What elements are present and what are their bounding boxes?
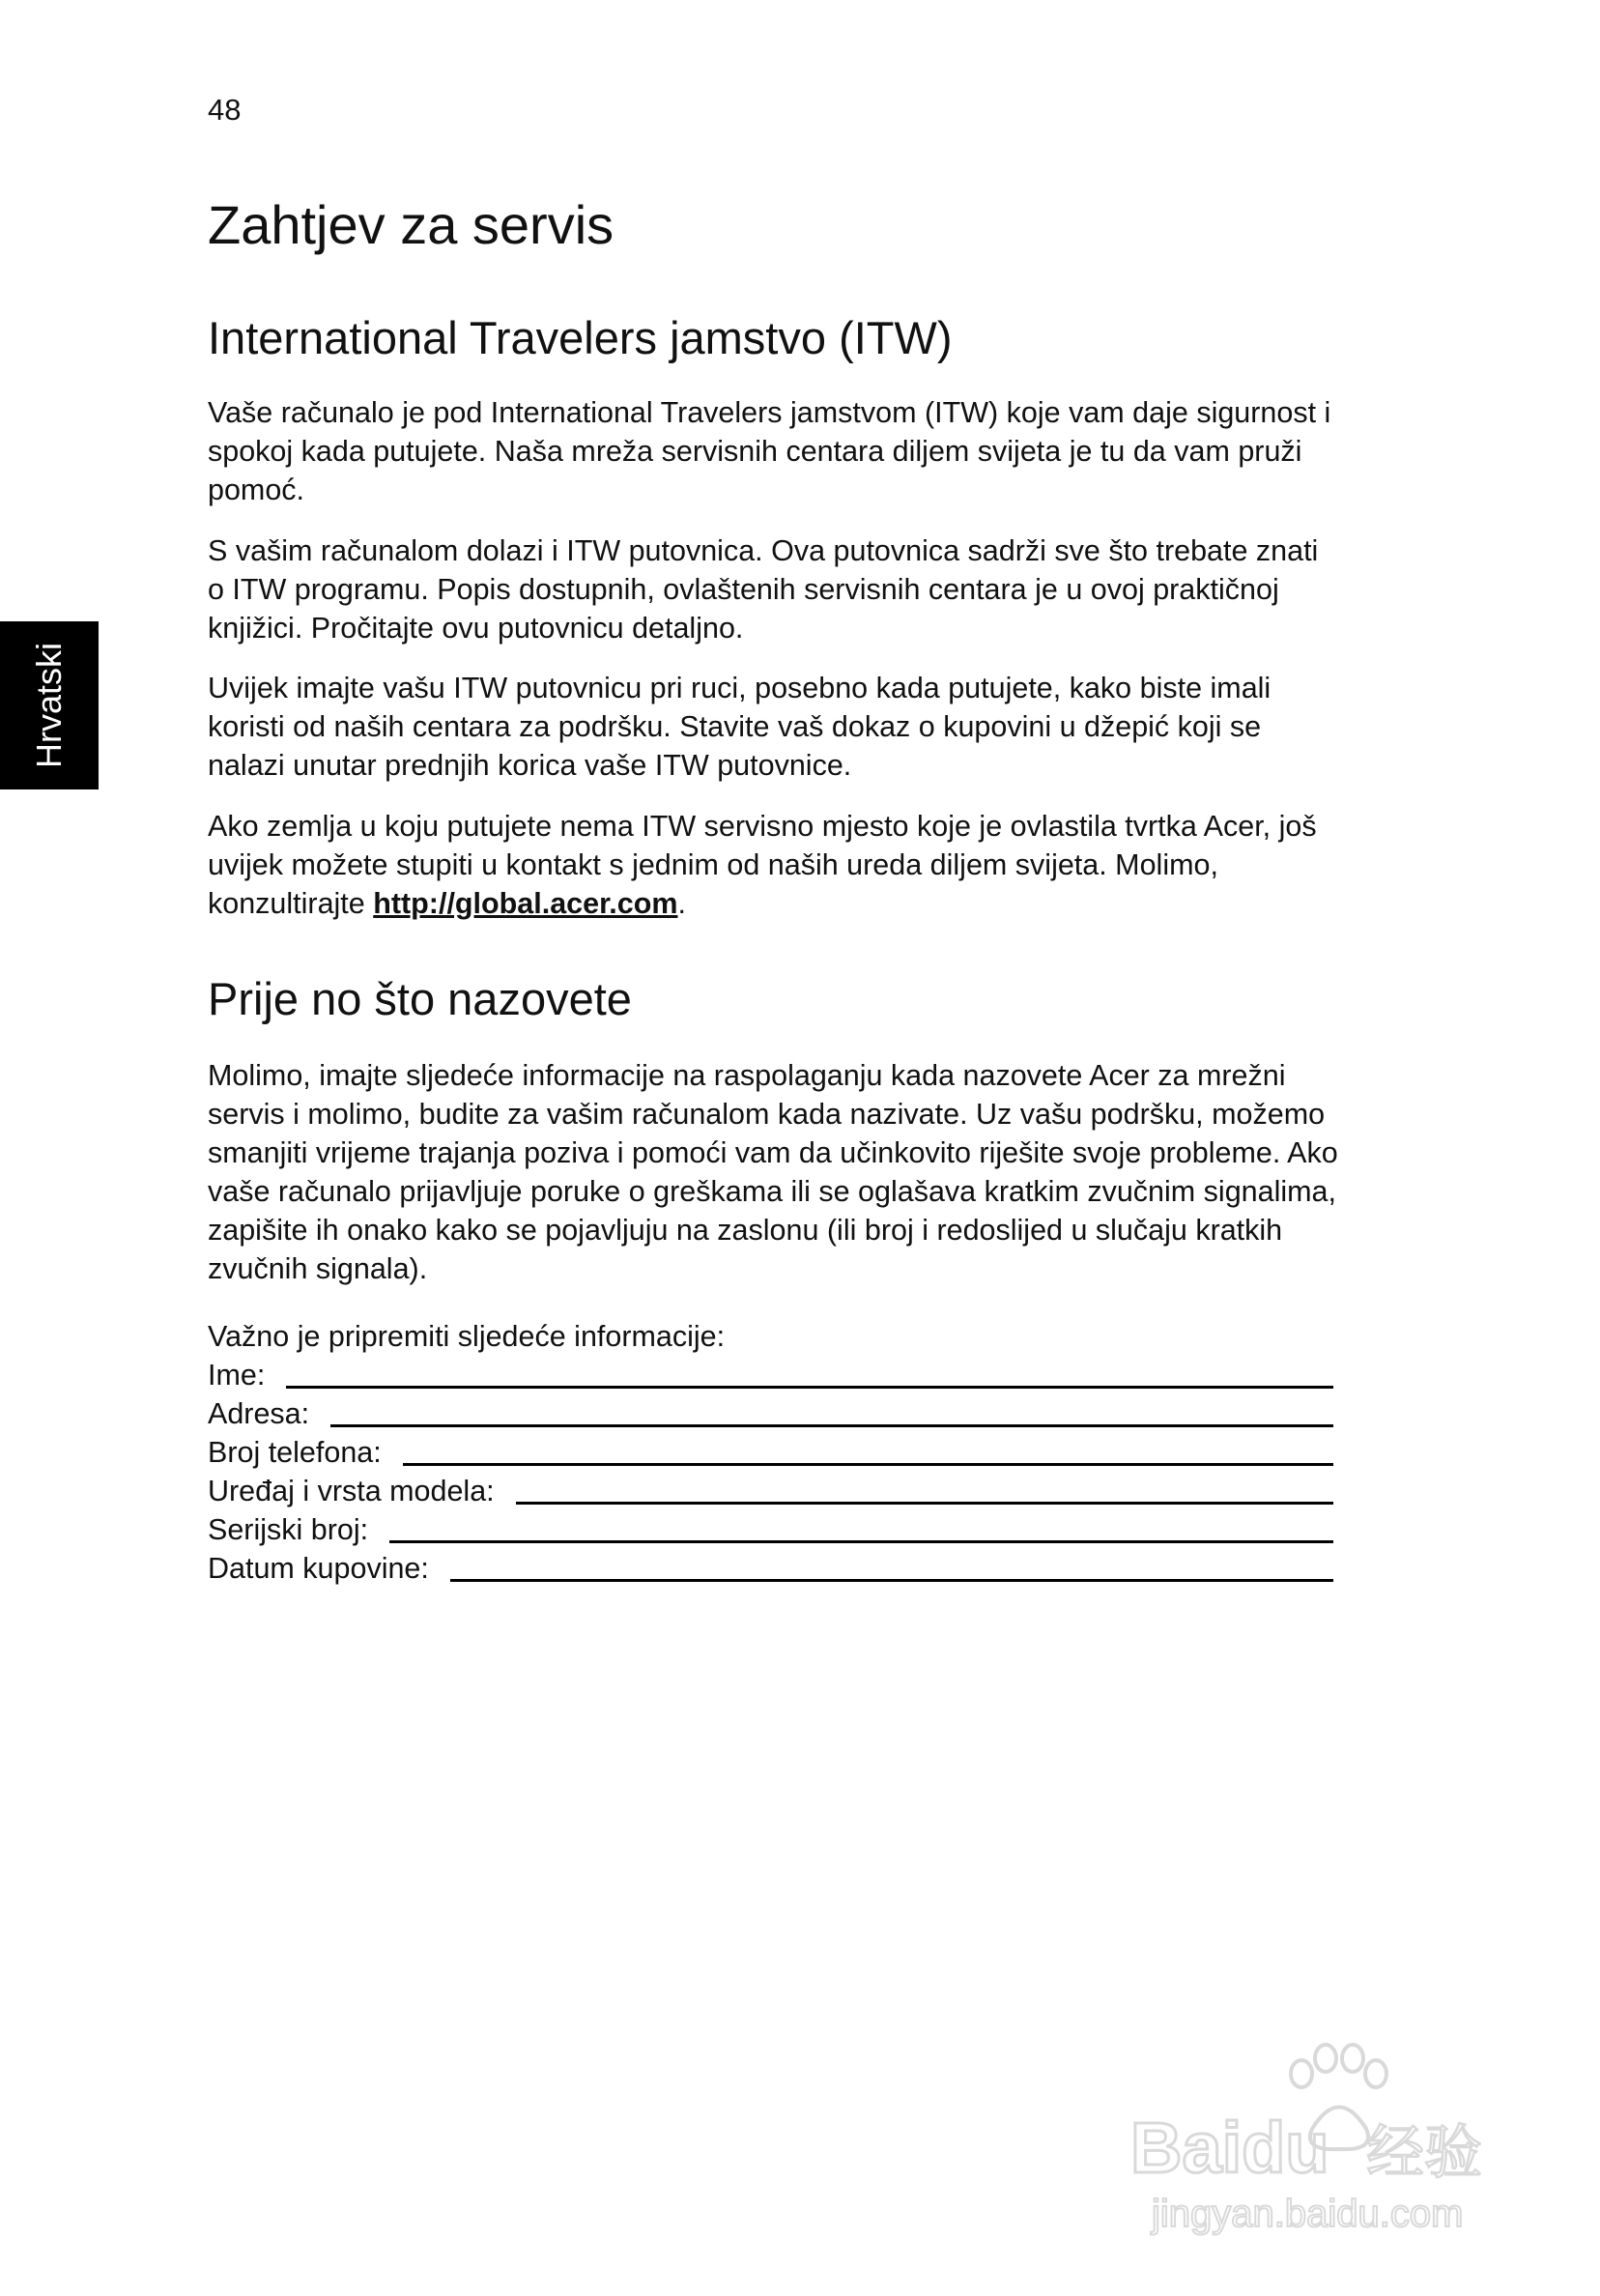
form-fill-line[interactable] xyxy=(330,1424,1333,1427)
watermark-brand: Baidu xyxy=(1130,2108,1329,2188)
baidu-watermark xyxy=(1123,2037,1509,2240)
section-heading-before-call: Prije no što nazovete xyxy=(208,973,632,1024)
form-intro: Važno je pripremiti sljedeće informacije: xyxy=(208,1320,726,1353)
form-fill-line[interactable] xyxy=(286,1386,1333,1389)
form-row-purchase-date xyxy=(208,1549,1333,1588)
form-fill-line[interactable] xyxy=(403,1463,1333,1466)
itw-paragraph-4-end: . xyxy=(677,887,686,920)
itw-paragraph-1: Vaše računalo je pod International Travelers jamstvom (ITW) koje vam daje sigurnost i spokoj kada putujete. Naša mreža servisnih centara diljem svijeta je tu da vam pruži pomoć. xyxy=(208,396,1331,506)
form-fill-line[interactable] xyxy=(516,1502,1333,1505)
itw-paragraph-4 xyxy=(208,807,1338,923)
acer-global-link[interactable]: http://global.acer.com xyxy=(373,887,678,920)
language-side-tab-label: Hrvatski xyxy=(29,642,69,769)
form-fill-line[interactable] xyxy=(389,1540,1333,1543)
form-label: Ime: xyxy=(208,1359,266,1392)
form-row-device-model xyxy=(208,1472,1333,1510)
form-label: Uređaj i vrsta modela: xyxy=(208,1475,495,1507)
form-label: Adresa: xyxy=(208,1397,310,1430)
information-form xyxy=(208,1317,1333,1588)
form-label: Datum kupovine: xyxy=(208,1552,429,1585)
itw-paragraph-2: S vašim računalom dolazi i ITW putovnica. Ova putovnica sadrži sve što trebate znati o ITW programu. Popis dostupnih, ovlaštenih servisnih centara je u ovoj praktičnoj knjižici. Pročitajte ovu putovnicu detaljno. xyxy=(208,534,1319,645)
watermark-url: jingyan.baidu.com xyxy=(1152,2193,1464,2235)
form-label: Broj telefona: xyxy=(208,1436,382,1469)
form-label: Serijski broj: xyxy=(208,1513,369,1546)
section-heading-itw: International Travelers jamstvo (ITW) xyxy=(208,312,953,363)
form-row-address xyxy=(208,1394,1333,1433)
watermark-suffix: 经验 xyxy=(1366,2119,1482,2187)
itw-paragraph-4-text: Ako zemlja u koju putujete nema ITW servisno mjesto koje je ovlastila tvrtka Acer, još uvijek možete stupiti u kontakt s jednim od naših ureda diljem svijeta. Molimo, konzultirajte xyxy=(208,810,1317,920)
form-row-phone xyxy=(208,1433,1333,1472)
form-row-serial xyxy=(208,1510,1333,1549)
itw-paragraph-3: Uvijek imajte vašu ITW putovnicu pri ruci, posebno kada putujete, kako biste imali koristi od naših centara za podršku. Stavite vaš dokaz o kupovini u džepić koji se nalazi unutar prednjih korica vaše ITW putovnice. xyxy=(208,672,1271,782)
language-side-tab xyxy=(0,621,99,789)
page-number: 48 xyxy=(208,93,242,127)
form-fill-line[interactable] xyxy=(450,1579,1333,1582)
form-row-name xyxy=(208,1356,1333,1394)
page-title: Zahtjev za servis xyxy=(208,194,614,255)
before-call-paragraph: Molimo, imajte sljedeće informacije na raspolaganju kada nazovete Acer za mrežni servis i molimo, budite za vašim računalom kada nazivate. Uz vašu podršku, možemo smanjiti vrijeme trajanja poziva i pomoći vam da učinkovito riješite svoje probleme. Ako vaše računalo prijavljuje poruke o greškama ili se oglašava kratkim zvučnim signalima, zapišite ih onako kako se pojavljuju na zaslonu (ili broj i redoslijed u slučaju kratkih zvučnih signala). xyxy=(208,1059,1338,1285)
